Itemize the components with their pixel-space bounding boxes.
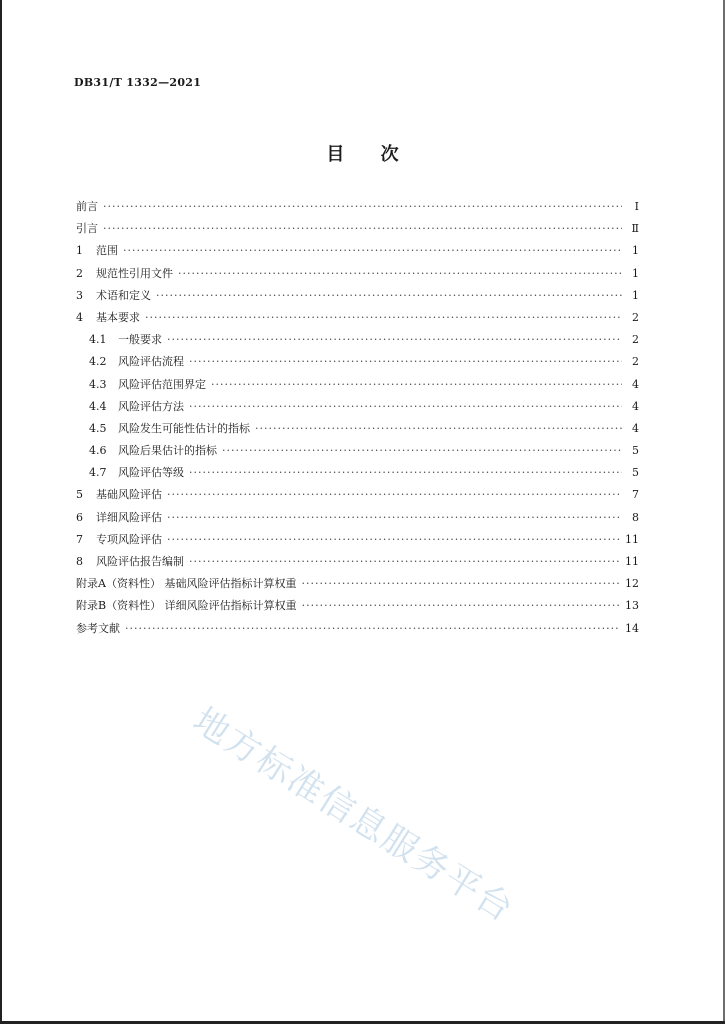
toc-entry[interactable] — [76, 287, 639, 309]
toc-entry-label: 基本要求 — [96, 310, 140, 324]
toc-entry-number: 2 — [76, 266, 83, 280]
toc-entry-page: 11 — [625, 555, 639, 568]
toc-entry[interactable] — [76, 575, 639, 597]
toc-entry[interactable] — [76, 309, 639, 331]
toc-leader-dots — [103, 222, 622, 235]
toc-entry-label: 基础风险评估 — [96, 488, 162, 502]
toc-entry-label: 风险评估流程 — [118, 355, 184, 369]
watermark: 地方标准信息服务平台 — [185, 700, 521, 931]
toc-leader-dots — [125, 622, 620, 635]
toc-entry-number: 1 — [76, 244, 83, 258]
toc-entry-label: 详细风险评估 — [96, 510, 162, 524]
toc-leader-dots — [145, 311, 622, 324]
toc-leader-dots — [255, 422, 622, 435]
toc-entry-label: 风险发生可能性估计的指标 — [118, 421, 250, 435]
toc-leader-dots — [178, 267, 622, 280]
toc-entry-label: 附录B（资料性） 详细风险评估指标计算权重 — [76, 599, 297, 613]
toc-entry-number: 4.7 — [89, 466, 107, 480]
toc-leader-dots — [211, 378, 622, 391]
toc-entry-page: 4 — [632, 377, 639, 391]
toc-entry-label: 风险后果估计的指标 — [118, 444, 217, 458]
toc-entry-page: 1 — [632, 244, 639, 258]
toc-entry-number: 4.1 — [89, 333, 107, 347]
toc-leader-dots — [301, 577, 620, 590]
toc-entry[interactable] — [76, 331, 639, 353]
toc-entry-label: 风险评估等级 — [118, 466, 184, 480]
toc-leader-dots — [156, 289, 622, 302]
toc-entry-page: 5 — [632, 444, 639, 458]
toc-entry-number: 3 — [76, 288, 83, 302]
toc-leader-dots — [189, 400, 622, 413]
toc-entry-label: 参考文献 — [76, 621, 120, 635]
toc-entry-page: 1 — [632, 266, 639, 280]
toc-leader-dots — [302, 599, 620, 612]
toc-entry-page: 2 — [632, 310, 639, 324]
toc-leader-dots — [189, 466, 622, 479]
toc-entry-page: 7 — [632, 488, 639, 502]
toc-entry-page: 14 — [625, 621, 639, 635]
toc-entry-label: 规范性引用文件 — [96, 266, 173, 280]
toc-leader-dots — [189, 555, 620, 568]
toc-leader-dots — [167, 488, 622, 501]
toc-entry[interactable] — [76, 220, 639, 242]
toc-entry-number: 4.2 — [89, 355, 107, 369]
toc-entry-label: 引言 — [76, 222, 98, 236]
toc-leader-dots — [167, 511, 622, 524]
toc-entry-number: 4.6 — [89, 444, 107, 458]
toc-entry-number: 7 — [76, 532, 83, 546]
toc-entry[interactable] — [76, 265, 639, 287]
toc-entry-label: 附录A（资料性） 基础风险评估指标计算权重 — [76, 577, 297, 591]
toc-leader-dots — [167, 533, 620, 546]
toc-entry-label: 风险评估报告编制 — [96, 555, 184, 568]
toc-entry-number: 6 — [76, 510, 83, 524]
toc-leader-dots — [189, 355, 622, 368]
document-code: DB31/T 1332—2021 — [74, 76, 202, 89]
toc-entry-label: 风险评估范围界定 — [118, 377, 206, 391]
toc-entry[interactable] — [76, 242, 639, 264]
toc-entry-page: 4 — [632, 421, 639, 435]
toc-entry[interactable] — [76, 597, 639, 619]
toc-entry-number: 4.4 — [89, 399, 107, 413]
toc-entry[interactable] — [76, 198, 639, 220]
toc-leader-dots — [103, 200, 622, 213]
toc-entry[interactable] — [76, 553, 639, 575]
toc-entry-page: 2 — [632, 333, 639, 347]
toc-entry-label: 专项风险评估 — [96, 532, 162, 546]
toc-entry-label: 范围 — [96, 244, 118, 258]
toc-entry-page: Ⅱ — [631, 222, 639, 236]
toc-entry[interactable] — [76, 420, 639, 442]
toc-entry-number: 8 — [76, 555, 83, 568]
toc-entry-page: 5 — [632, 466, 639, 480]
toc-entry-label: 术语和定义 — [96, 288, 151, 302]
toc-entry-page: 4 — [632, 399, 639, 413]
toc-entry-page: 2 — [632, 355, 639, 369]
toc-entry-page: 12 — [625, 577, 639, 591]
toc-entry-page: 1 — [632, 288, 639, 302]
toc-leader-dots — [167, 333, 622, 346]
toc-leader-dots — [123, 244, 622, 257]
toc-entry-number: 5 — [76, 488, 83, 502]
toc-entry-page: 13 — [625, 599, 639, 613]
toc-entry[interactable] — [76, 376, 639, 398]
toc-entry-label: 一般要求 — [118, 333, 162, 347]
toc-leader-dots — [222, 444, 622, 457]
toc-entry-number: 4 — [76, 310, 83, 324]
toc-entry[interactable] — [76, 620, 639, 642]
toc-entry[interactable] — [76, 464, 639, 486]
toc-entry[interactable] — [76, 531, 639, 553]
toc-entry-number: 4.5 — [89, 421, 107, 435]
toc-entry-page: I — [634, 200, 639, 213]
toc-entry[interactable] — [76, 398, 639, 420]
toc-entry[interactable] — [76, 353, 639, 375]
toc-title: 目 次 — [326, 144, 399, 165]
toc-entry-page: 8 — [632, 510, 639, 524]
toc-entry-page: 11 — [625, 532, 639, 546]
toc-entry-number: 4.3 — [89, 377, 107, 391]
table-of-contents — [76, 198, 639, 642]
toc-entry[interactable] — [76, 509, 639, 531]
toc-entry-label: 前言 — [76, 200, 98, 213]
toc-entry[interactable] — [76, 486, 639, 508]
toc-entry[interactable] — [76, 442, 639, 464]
toc-entry-label: 风险评估方法 — [118, 399, 184, 413]
